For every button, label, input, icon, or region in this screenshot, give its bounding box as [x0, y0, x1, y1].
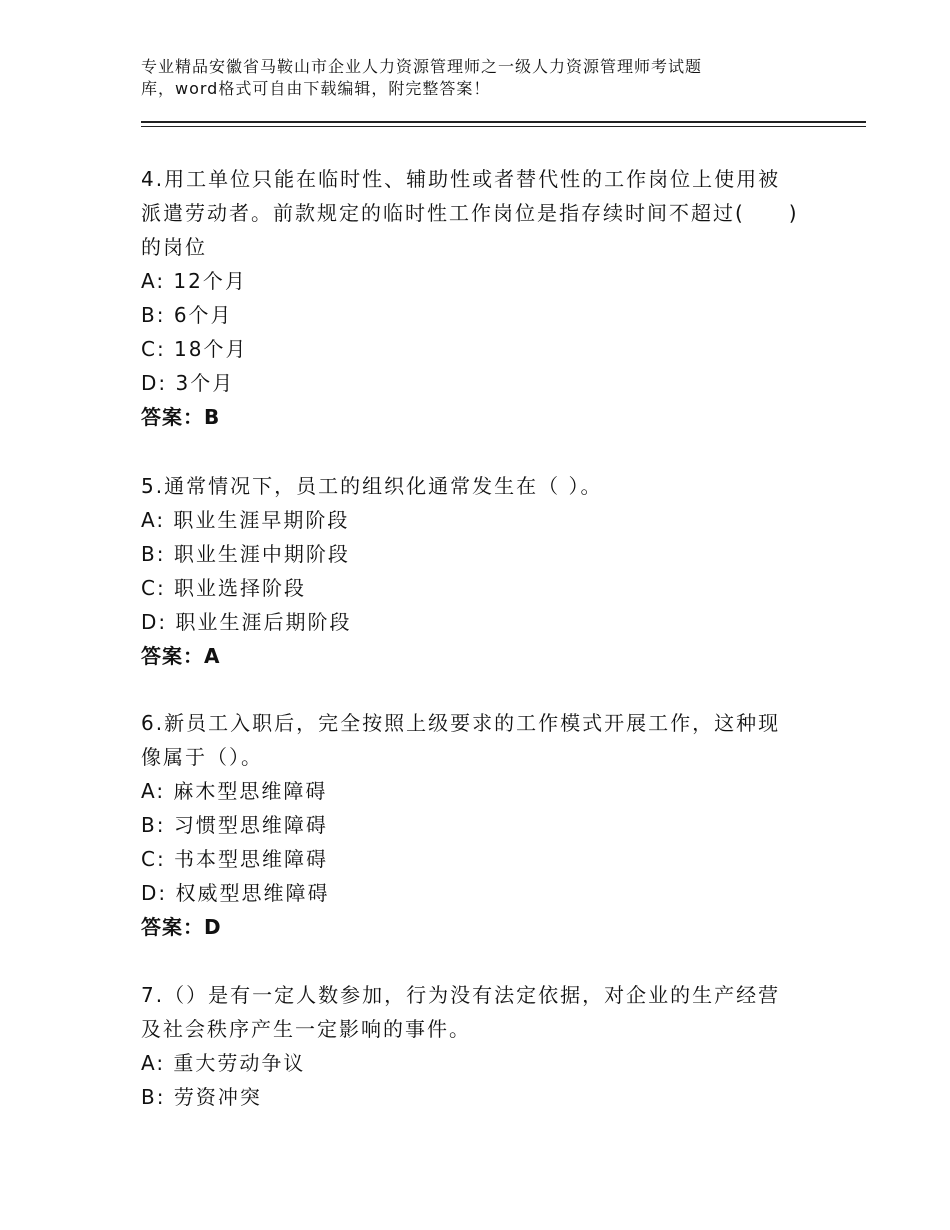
option-d: D: 权威型思维障碍 [141, 881, 330, 905]
answer: 答案：B [141, 405, 221, 429]
option-b: B: 习惯型思维障碍 [141, 813, 328, 837]
option-a: A: 麻木型思维障碍 [141, 779, 328, 803]
option-c: C: 职业选择阶段 [141, 576, 307, 600]
option-c: C: 书本型思维障碍 [141, 847, 329, 871]
option-b: B: 劳资冲突 [141, 1085, 262, 1109]
header-title-line1: 专业精品安徽省马鞍山市企业人力资源管理师之一级人力资源管理师考试题 [141, 57, 703, 76]
question-4 [141, 162, 801, 434]
option-a: A: 职业生涯早期阶段 [141, 508, 350, 532]
header-title-line2: 库，word格式可自由下载编辑，附完整答案！ [141, 79, 491, 98]
question-6 [141, 706, 801, 944]
header-divider-thick [141, 121, 866, 123]
question-7 [141, 978, 801, 1114]
header-divider-thin [141, 126, 866, 127]
option-d: D: 职业生涯后期阶段 [141, 610, 352, 634]
option-a: A: 重大劳动争议 [141, 1051, 306, 1075]
option-a: A: 12个月 [141, 269, 247, 293]
question-stem: 4.用工单位只能在临时性、辅助性或者替代性的工作岗位上使用被派遣劳动者。前款规定的临时性工作岗位是指存续时间不超过( )的岗位 [141, 167, 799, 259]
option-b: B: 6个月 [141, 303, 233, 327]
option-c: C: 18个月 [141, 337, 248, 361]
document-header [141, 56, 821, 100]
question-stem: 5.通常情况下，员工的组织化通常发生在（ ）。 [141, 474, 603, 498]
option-d: D: 3个月 [141, 371, 235, 395]
answer: 答案：D [141, 915, 222, 939]
question-stem: 7.（）是有一定人数参加，行为没有法定依据，对企业的生产经营及社会秩序产生一定影响的事件。 [141, 983, 781, 1041]
option-b: B: 职业生涯中期阶段 [141, 542, 350, 566]
question-5 [141, 469, 801, 673]
question-stem: 6.新员工入职后，完全按照上级要求的工作模式开展工作，这种现像属于（）。 [141, 711, 781, 769]
answer: 答案：A [141, 644, 221, 668]
